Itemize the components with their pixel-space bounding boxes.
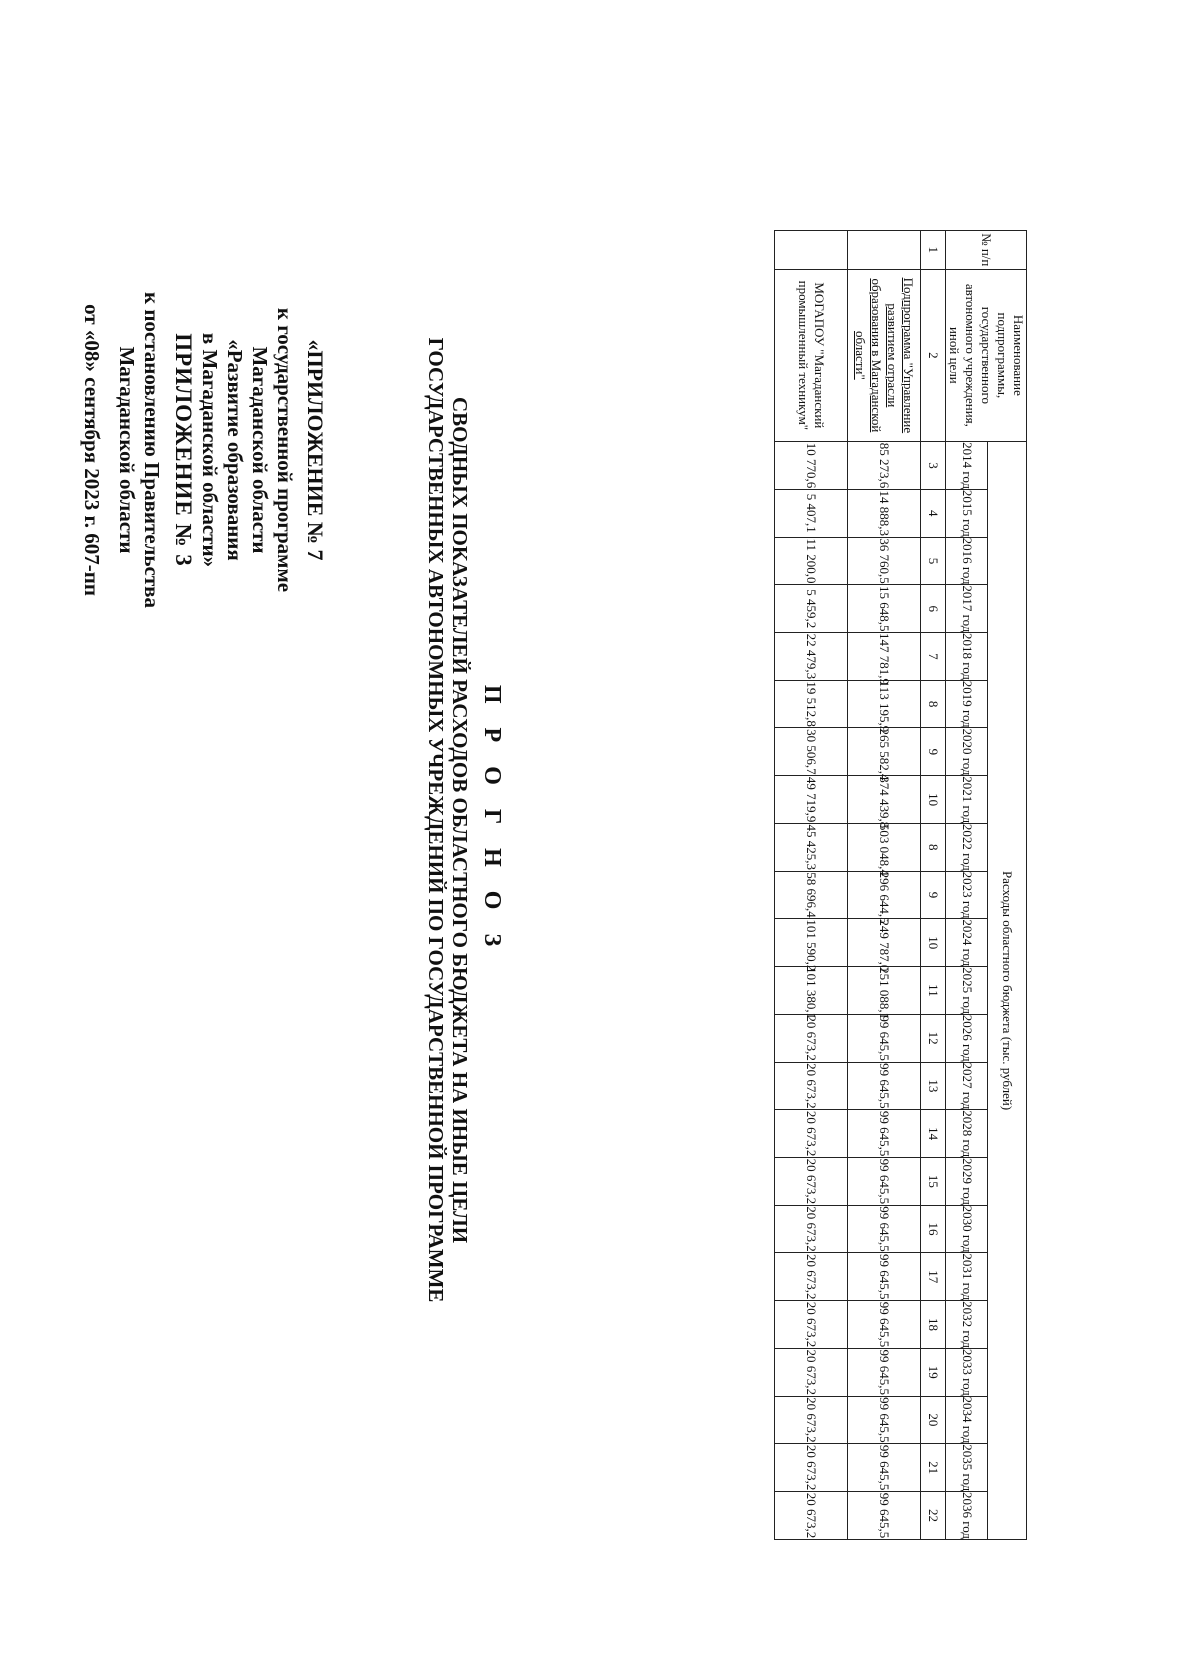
value-cell: 19 512,8 <box>775 680 848 728</box>
column-number-cell: 20 <box>921 1396 946 1444</box>
column-number-cell: 8 <box>921 680 946 728</box>
year-header-cell: 2025 год <box>946 967 988 1015</box>
year-header-cell: 2027 год <box>946 1062 988 1110</box>
forecast-table <box>774 230 1027 1540</box>
year-header-cell: 2036 год <box>946 1491 988 1539</box>
column-header-name: Наименование подпрограммы, государственного автономного учреждения, иной цели <box>946 269 1027 442</box>
column-number-cell: 14 <box>921 1110 946 1158</box>
year-header-cell: 2026 год <box>946 1014 988 1062</box>
value-cell: 99 645,5 <box>848 1110 921 1158</box>
value-cell: 99 645,5 <box>848 1253 921 1301</box>
value-cell: 99 645,5 <box>848 1062 921 1110</box>
column-number-cell: 9 <box>921 871 946 919</box>
year-header-cell: 2030 год <box>946 1205 988 1253</box>
value-cell: 20 673,2 <box>775 1157 848 1205</box>
value-cell: 49 719,9 <box>775 776 848 824</box>
appendix-7-line: Магаданской области <box>248 346 272 554</box>
column-number-cell: 16 <box>921 1205 946 1253</box>
column-number-cell: 18 <box>921 1301 946 1349</box>
year-header-cell: 2016 год <box>946 537 988 585</box>
column-number-cell: 11 <box>921 967 946 1015</box>
column-number-cell: 1 <box>921 231 946 270</box>
year-header-cell: 2028 год <box>946 1110 988 1158</box>
value-cell: 10 770,6 <box>775 442 848 490</box>
value-cell: 45 425,3 <box>775 823 848 871</box>
value-cell: 251 088,1 <box>848 967 921 1015</box>
column-number-cell: 22 <box>921 1491 946 1539</box>
forecast-subtitle: СВОДНЫХ ПОКАЗАТЕЛЕЙ РАСХОДОВ ОБЛАСТНОГО БЮДЖЕТА НА ИНЫЕ ЦЕЛИ ГОСУДАРСТВЕННЫХ АВТОНОМНЫХ УЧРЕЖДЕНИЙ ПО ГОСУДАРСТВЕННОЙ ПРОГРАММЕ <box>424 337 472 1303</box>
column-number-cell: 12 <box>921 1014 946 1062</box>
row-number-cell <box>848 231 921 270</box>
column-number-cell: 3 <box>921 442 946 490</box>
value-cell: 36 760,5 <box>848 537 921 585</box>
column-number-cell: 6 <box>921 585 946 633</box>
value-cell: 99 645,5 <box>848 1444 921 1492</box>
year-header-cell: 2032 год <box>946 1301 988 1349</box>
value-cell: 30 506,7 <box>775 728 848 776</box>
year-header-cell: 2018 год <box>946 633 988 681</box>
value-cell: 5 407,1 <box>775 489 848 537</box>
value-cell: 20 673,2 <box>775 1396 848 1444</box>
forecast-title: П Р О Г Н О З <box>479 684 505 956</box>
value-cell: 147 781,9 <box>848 633 921 681</box>
table-body <box>775 231 921 1540</box>
year-header-cell: 2033 год <box>946 1348 988 1396</box>
value-cell: 99 645,5 <box>848 1157 921 1205</box>
year-header-cell: 2035 год <box>946 1444 988 1492</box>
column-number-cell: 10 <box>921 919 946 967</box>
appendix-7-line: к государственной программе <box>273 307 297 593</box>
year-header-cell: 2014 год <box>946 442 988 490</box>
table-row <box>848 231 921 1540</box>
value-cell: 99 645,5 <box>848 1491 921 1539</box>
value-cell: 22 479,3 <box>775 633 848 681</box>
value-cell: 20 673,2 <box>775 1110 848 1158</box>
value-cell: 99 645,5 <box>848 1348 921 1396</box>
column-number-cell: 7 <box>921 633 946 681</box>
row-name-cell: Подпрограмма "Управление развитием отрасли образования в Магаданской области" <box>848 269 921 442</box>
value-cell: 101 380,1 <box>775 967 848 1015</box>
column-number-cell: 9 <box>921 728 946 776</box>
value-cell: 20 673,2 <box>775 1348 848 1396</box>
value-cell: 5 459,2 <box>775 585 848 633</box>
column-number-cell: 17 <box>921 1253 946 1301</box>
column-number-cell: 21 <box>921 1444 946 1492</box>
column-number-cell: 5 <box>921 537 946 585</box>
value-cell: 20 673,2 <box>775 1014 848 1062</box>
year-header-cell: 2019 год <box>946 680 988 728</box>
value-cell: 15 648,5 <box>848 585 921 633</box>
year-header-cell: 2017 год <box>946 585 988 633</box>
appendix-3-header <box>79 150 196 750</box>
year-header-cell: 2029 год <box>946 1157 988 1205</box>
value-cell: 20 673,2 <box>775 1301 848 1349</box>
year-header-cell: 2031 год <box>946 1253 988 1301</box>
column-number-cell: 15 <box>921 1157 946 1205</box>
column-number-cell: 2 <box>921 269 946 442</box>
year-header-cell: 2015 год <box>946 489 988 537</box>
value-cell: 249 787,0 <box>848 919 921 967</box>
value-cell: 20 673,2 <box>775 1205 848 1253</box>
value-cell: 99 645,5 <box>848 1014 921 1062</box>
column-group-header: Расходы областного бюджета (тыс. рублей) <box>988 442 1027 1540</box>
row-name-cell: МОГАПОУ "Магаданский промышленный техникум" <box>775 269 848 442</box>
appendix-3-date: от «08» сентября 2023 г. 607-пп <box>80 304 104 596</box>
value-cell: 374 439,8 <box>848 776 921 824</box>
value-cell: 99 645,5 <box>848 1205 921 1253</box>
forecast-title-block <box>424 150 505 1490</box>
value-cell: 20 673,2 <box>775 1253 848 1301</box>
value-cell: 99 645,5 <box>848 1301 921 1349</box>
column-header-number: № п/п <box>946 231 1027 270</box>
value-cell: 20 673,2 <box>775 1444 848 1492</box>
appendix-7-line: в Магаданской области» <box>198 332 222 568</box>
value-cell: 20 673,2 <box>775 1062 848 1110</box>
column-number-cell: 10 <box>921 776 946 824</box>
appendix-7-line: «Развитие образования <box>223 339 247 561</box>
column-number-cell: 4 <box>921 489 946 537</box>
appendix-3-title: ПРИЛОЖЕНИЕ № 3 <box>171 333 196 567</box>
column-number-cell: 8 <box>921 823 946 871</box>
value-cell: 11 200,0 <box>775 537 848 585</box>
column-number-cell: 13 <box>921 1062 946 1110</box>
value-cell: 503 048,4 <box>848 823 921 871</box>
column-number-row <box>921 231 946 1540</box>
year-header-cell: 2023 год <box>946 871 988 919</box>
value-cell: 85 273,6 <box>848 442 921 490</box>
column-number-cell: 19 <box>921 1348 946 1396</box>
table-row <box>775 231 848 1540</box>
year-header-cell: 2022 год <box>946 823 988 871</box>
year-header-cell: 2020 год <box>946 728 988 776</box>
year-header-cell: 2034 год <box>946 1396 988 1444</box>
value-cell: 101 590,2 <box>775 919 848 967</box>
value-cell: 99 645,5 <box>848 1396 921 1444</box>
value-cell: 14 888,3 <box>848 489 921 537</box>
value-cell: 113 195,9 <box>848 680 921 728</box>
appendix-3-line: к постановлению Правительства <box>140 291 164 609</box>
value-cell: 58 696,4 <box>775 871 848 919</box>
value-cell: 265 582,4 <box>848 728 921 776</box>
value-cell: 20 673,2 <box>775 1491 848 1539</box>
year-header-cell: 2021 год <box>946 776 988 824</box>
appendix-3-line: Магаданской области <box>115 346 139 554</box>
appendix-7-title: «ПРИЛОЖЕНИЕ № 7 <box>303 339 328 561</box>
appendix-7-header <box>197 150 328 750</box>
year-header-cell: 2024 год <box>946 919 988 967</box>
value-cell: 296 644,5 <box>848 871 921 919</box>
row-number-cell <box>775 231 848 270</box>
